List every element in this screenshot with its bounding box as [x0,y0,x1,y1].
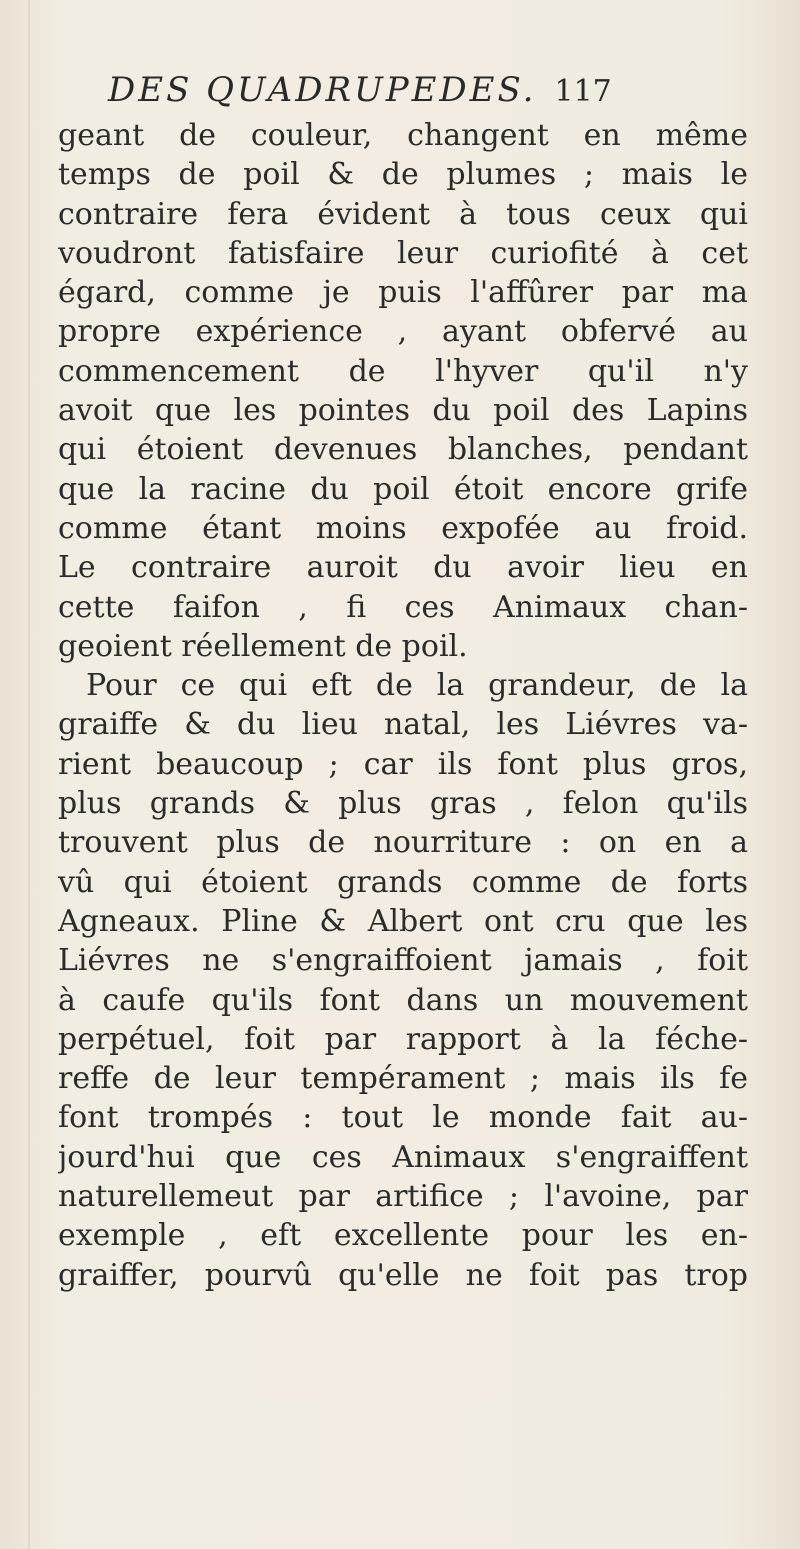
text-line: trouvent plus de nourriture : on en a [58,825,748,861]
text-line: cette faifon , fi ces Animaux chan- [58,589,748,625]
text-line: propre expérience , ayant obfervé au [58,314,748,350]
page-shadow [28,0,30,1549]
text-line: qui étoient devenues blanches, pendant [58,432,748,468]
text-line: jourd'hui que ces Animaux s'engraiffent [58,1139,748,1175]
text-line: Agneaux. Pline & Albert ont cru que les [58,903,748,939]
text-line: voudront fatisfaire leur curiofité à cet [58,235,748,271]
text-line: rient beaucoup ; car ils font plus gros, [58,746,748,782]
running-head: DES QUADRUPEDES. [108,70,537,110]
text-line: graiffe & du lieu natal, les Liévres va- [58,707,748,743]
body-text [58,116,748,1295]
text-line: reffe de leur tempérament ; mais ils fe [58,1061,748,1097]
text-line: perpétuel, foit par rapport à la féche- [58,1021,748,1057]
text-line: Le contraire auroit du avoir lieu en [58,550,748,586]
text-line: vû qui étoient grands comme de forts [58,864,748,900]
text-line: égard, comme je puis l'affûrer par ma [58,275,748,311]
text-line: Liévres ne s'engraiffoient jamais , foit [58,943,748,979]
text-line: contraire fera évident à tous ceux qui [58,196,748,232]
text-line: geant de couleur, changent en même [58,118,748,153]
page-number: 117 [554,74,612,109]
text-line: font trompés : tout le monde fait au- [58,1100,748,1136]
text-line: graiffer, pourvû qu'elle ne foit pas trop [58,1257,748,1293]
text-line: geoient réellement de poil. [58,628,468,664]
text-line: temps de poil & de plumes ; mais le [58,157,748,193]
text-line: exemple , eft excellente pour les en- [58,1218,748,1254]
text-line: avoit que les pointes du poil des Lapins [58,393,748,429]
text-line: à caufe qu'ils font dans un mouvement [58,982,748,1018]
text-line: naturellemeut par artifice ; l'avoine, par [58,1179,748,1215]
text-line: que la racine du poil étoit encore grife [58,471,748,507]
text-line: Pour ce qui eft de la grandeur, de la [86,668,748,704]
text-line: plus grands & plus gras , felon qu'ils [58,786,748,822]
page-header [108,70,708,114]
text-line: commencement de l'hyver qu'il n'y [58,353,748,389]
text-line: comme étant moins expofée au froid. [58,510,748,546]
